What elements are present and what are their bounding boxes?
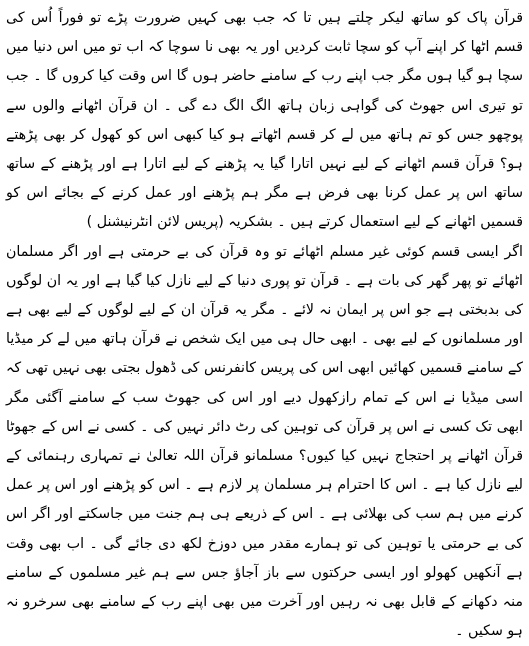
article-paragraph: قرآن پاک کو ساتھ لیکر چلتے ہیں تا کہ جب بھی کہیں ضرورت پڑے تو فوراً اُس کی قسم اٹھا کر اپنے آپ کو سچا ثابت کردیں اور یہ بھی نا سوچا کہ اب تو میں اس دنیا میں سچا ہو گیا ہوں مگر جب اپنے رب کے سامنے حاضر ہوں گا اس وقت کیا کروں گا ۔ جب تو تیری اس جھوٹ کی گواہی زبان ہاتھ الگ الگ دے گی ۔ ان قرآن اٹھانے والوں سے پوچھو جس کو تم ہاتھ میں لے کر قسم اٹھاتے ہو کیا کبھی اس کو کھول کر بھی پڑھتے ہو؟ قرآن قسم اٹھانے کے لیے نہیں اتارا گیا یہ پڑھنے کے لیے اتارا ہے اور پڑھنے کے ساتھ ساتھ اس پر عمل کرنا بھی فرض ہے مگر ہم پڑھنے اور عمل کرنے کے بجائے اس کو قسمیں اٹھانے کے لیے استعمال کرتے ہیں ۔ بشکریہ (پریس لائن انٹرنیشنل ) [6,10,523,231]
article-body [6,4,523,640]
article-paragraph: اگر ایسی قسم کوئی غیر مسلم اٹھائے تو وہ قرآن کی بے حرمتی ہے اور اگر مسلمان اٹھائے تو پھر گھر کی بات ہے ۔ قرآن تو پوری دنیا کے لیے نازل کیا گیا ہے اور یہ ان لوگوں کی بدبختی ہے جو اس پر ایمان نہ لائے ۔ مگر یہ قرآن ان کے لیے لوگوں کے لیے بھی ہے اور مسلمانوں کے لیے بھی ۔ ابھی حال ہی میں ایک شخص نے قرآن ہاتھ میں لے کر میڈیا کے سامنے قسمیں کھائیں ابھی اس کی پریس کانفرنس کی ڈھول بجتی بھی نہیں تھی کہ اسی میڈیا نے اس کے تمام رازکھول دیے اور اس کی جھوٹ سب کے سامنے آگئی مگر ابھی تک کسی نے اس پر قرآن کی توہین کی رٹ دائر نہیں کی ۔ کسی نے اس کے جھوٹا قرآن اٹھانے پر احتجاج نہیں کیا کیوں؟ مسلمانو قرآن اللہ تعالیٰ نے تمہاری رہنمائی کے لیے نازل کیا ہے ۔ اس کا احترام ہر مسلمان پر لازم ہے ۔ اس کو پڑھنے اور اس پر عمل کرنے میں ہم سب کی بھلائی ہے ۔ اس کے ذریعے ہی ہم جنت میں جاسکتے اور اگر اس کی بے حرمتی یا توہین کی تو ہمارے مقدر میں دوزخ لکھ دی جائے گی ۔ اب بھی وقت ہے آنکھیں کھولو اور ایسی حرکتوں سے باز آجاؤ جس سے ہم غیر مسلموں کے سامنے منہ دکھانے کے قابل بھی نہ رہیں اور آخرت میں بھی اپنے رب کے سامنے بھی سرخرو نہ ہو سکیں ۔ [6,243,523,640]
